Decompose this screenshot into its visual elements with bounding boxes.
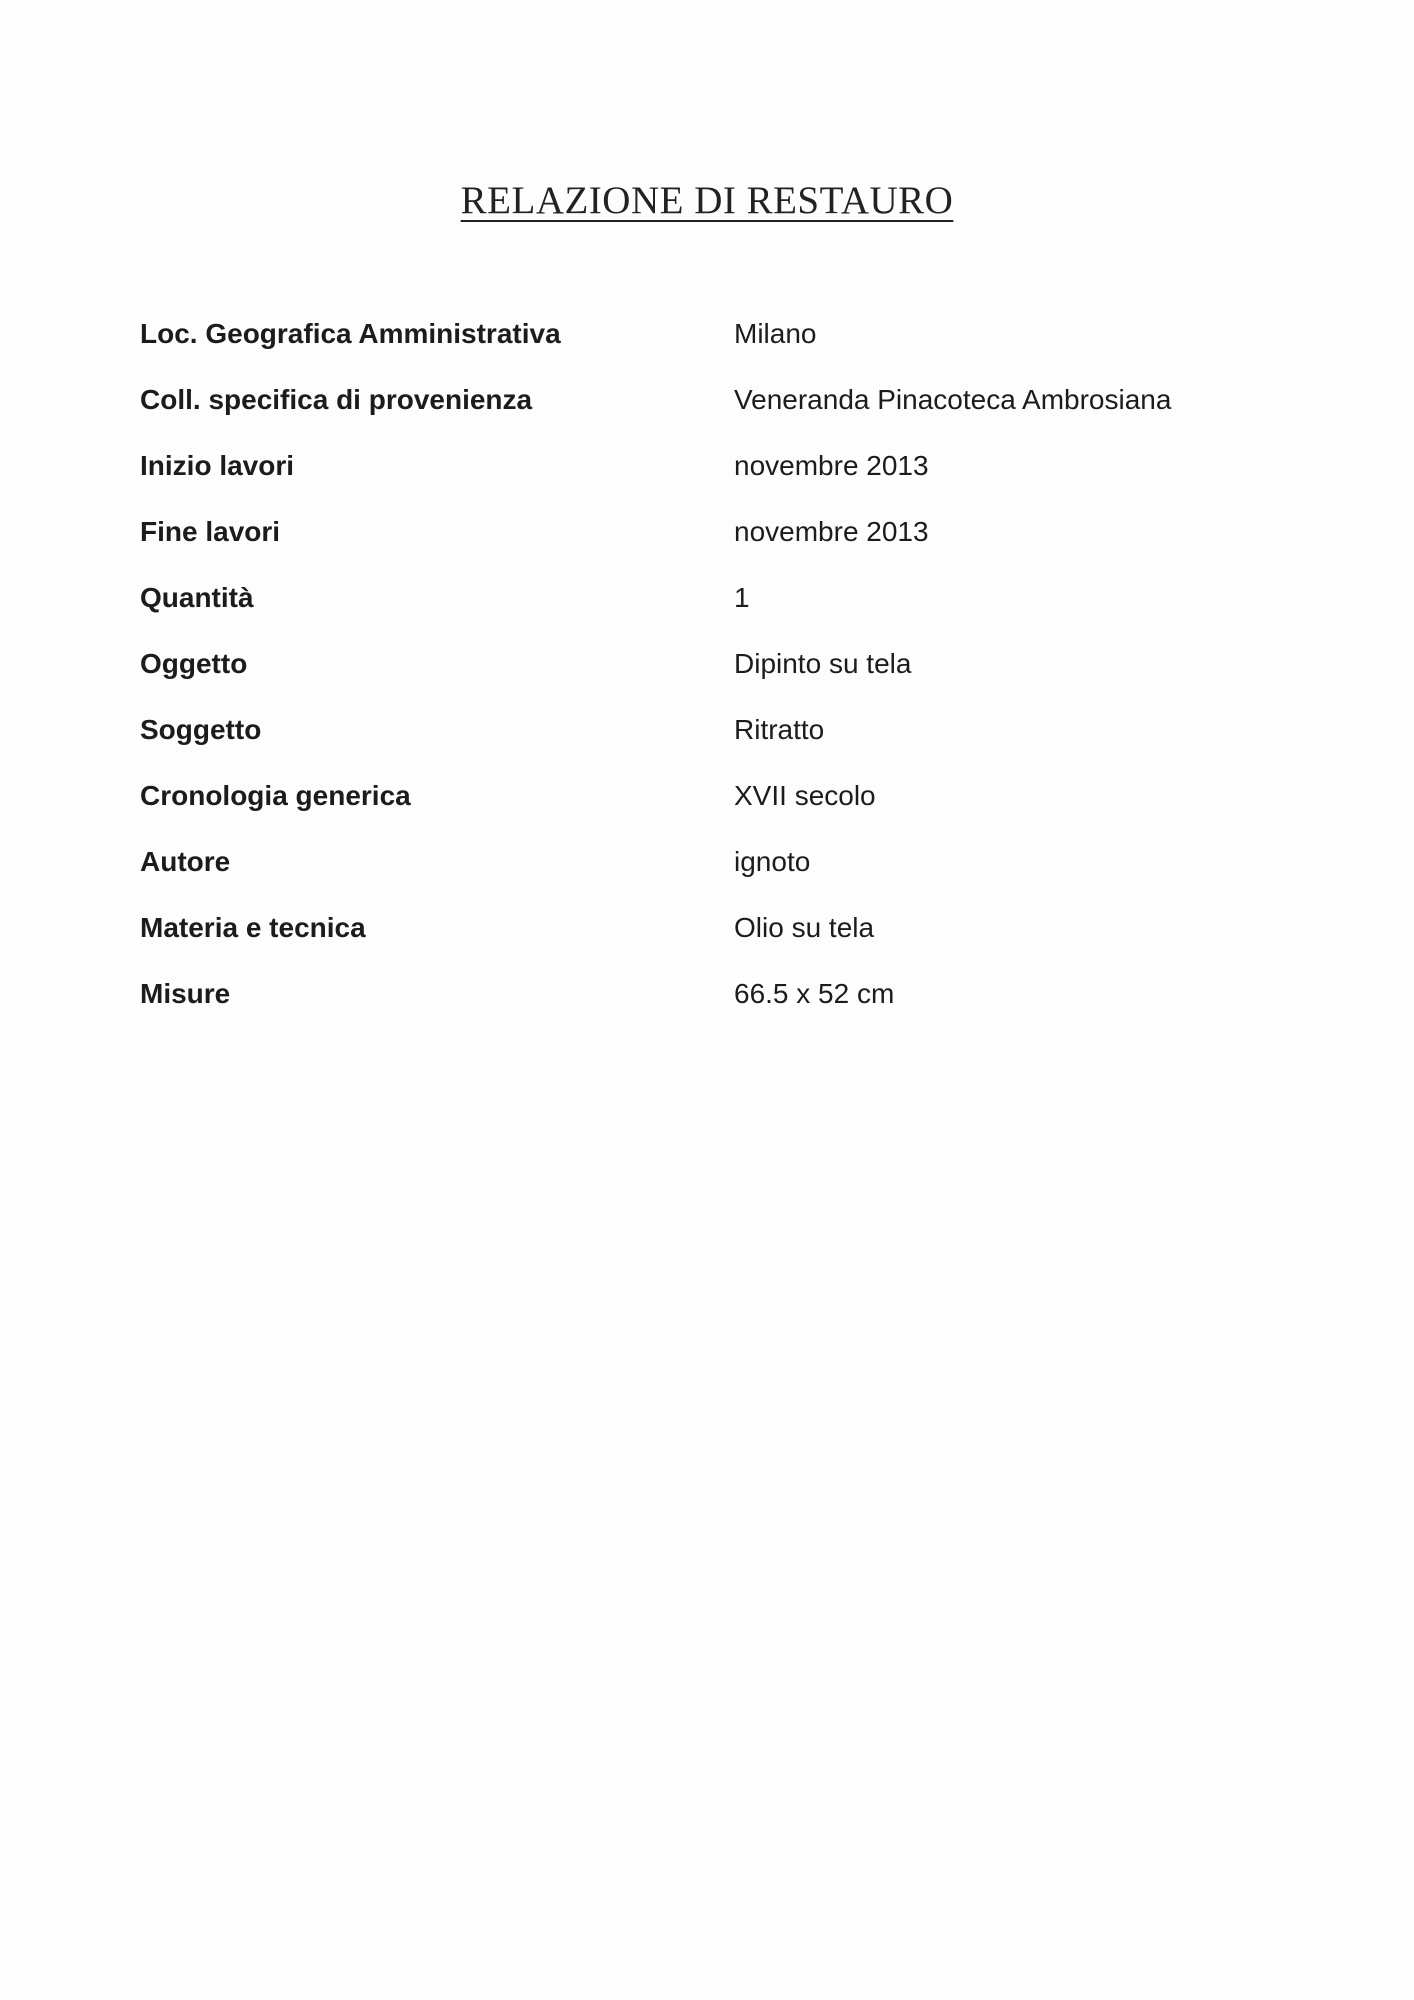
field-label: Fine lavori (140, 516, 281, 547)
field-value: Ritratto (734, 714, 825, 745)
field-row-materia-tecnica (140, 912, 1280, 978)
field-label: Inizio lavori (140, 450, 295, 481)
field-label: Soggetto (140, 714, 262, 745)
document-title (0, 178, 1414, 223)
field-label: Quantità (140, 582, 254, 613)
field-row-loc-geografica (140, 318, 1280, 384)
field-row-quantita (140, 582, 1280, 648)
field-label: Loc. Geografica Amministrativa (140, 318, 561, 349)
field-value: Veneranda Pinacoteca Ambrosiana (734, 384, 1172, 415)
field-label: Oggetto (140, 648, 248, 679)
field-row-oggetto (140, 648, 1280, 714)
field-value: Milano (734, 318, 817, 349)
field-list (140, 318, 1280, 1044)
field-value: novembre 2013 (734, 450, 929, 481)
field-label: Autore (140, 846, 231, 877)
field-row-coll-specifica (140, 384, 1280, 450)
field-row-fine-lavori (140, 516, 1280, 582)
field-label: Misure (140, 978, 231, 1009)
field-row-autore (140, 846, 1280, 912)
field-value: Dipinto su tela (734, 648, 912, 679)
field-row-misure (140, 978, 1280, 1044)
field-label: Cronologia generica (140, 780, 411, 811)
field-value: 1 (734, 582, 750, 613)
field-row-soggetto (140, 714, 1280, 780)
field-value: XVII secolo (734, 780, 876, 811)
field-value: ignoto (734, 846, 811, 877)
field-value: novembre 2013 (734, 516, 929, 547)
field-value: Olio su tela (734, 912, 875, 943)
field-label: Coll. specifica di provenienza (140, 384, 533, 415)
field-label: Materia e tecnica (140, 912, 366, 943)
document-title-text: RELAZIONE DI RESTAURO (460, 179, 954, 222)
field-value: 66.5 x 52 cm (734, 978, 895, 1009)
field-row-cronologia (140, 780, 1280, 846)
field-row-inizio-lavori (140, 450, 1280, 516)
